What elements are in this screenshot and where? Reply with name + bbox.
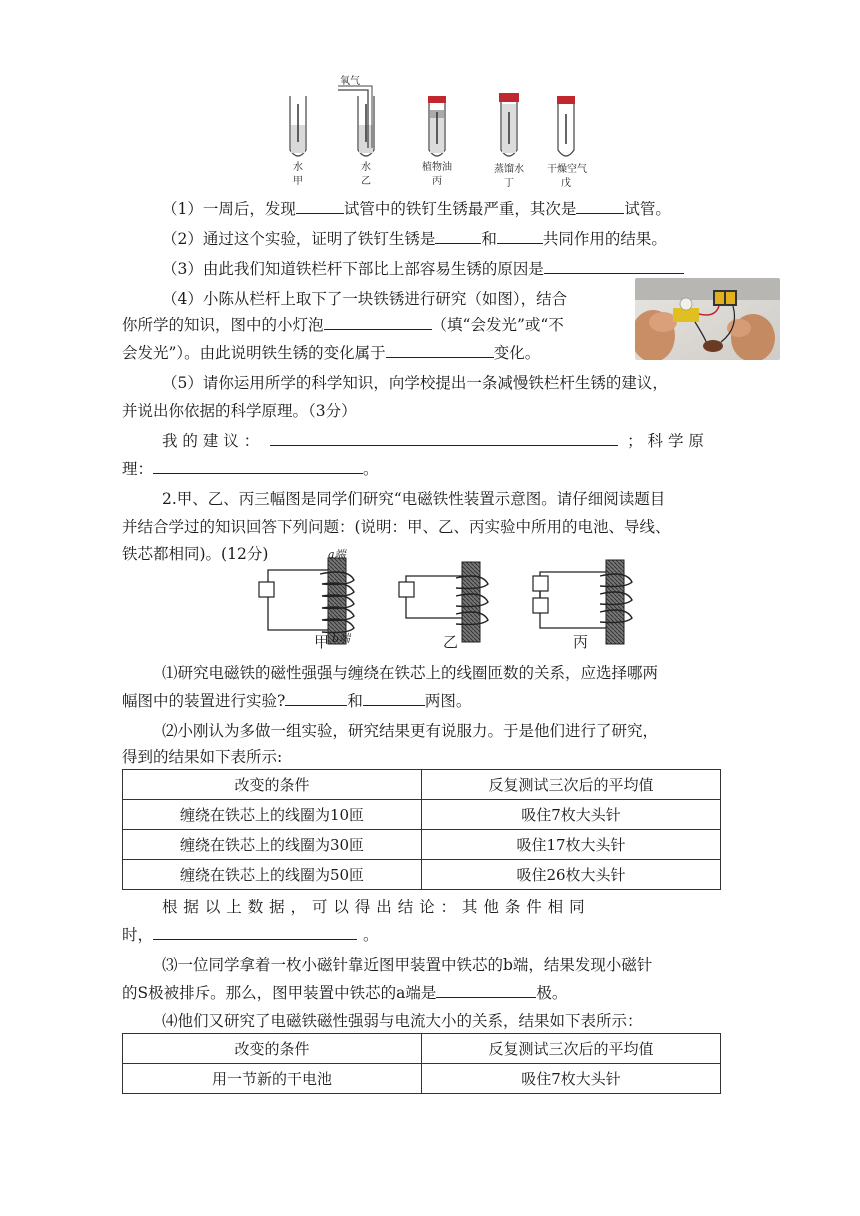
- tube-bing-top-label: 植物油: [422, 162, 452, 173]
- table-header-average: 反复测试三次后的平均值: [422, 1034, 721, 1064]
- q2-conclusion-line-1: 根 据 以 上 数 据 ， 可 以 得 出 结 论 ： 其 他 条 件 相 同: [162, 898, 586, 916]
- test-tube-figure: [280, 70, 610, 190]
- q2-p3-line-2: 的S极被排斥。那么，图甲装置中铁芯的a端是 极。: [122, 984, 568, 1002]
- q2-intro-3: 铁芯都相同)。(12分): [122, 545, 269, 563]
- q1-line-2: （2）通过这个实验，证明了铁钉生锈是 和 共同作用的结果。: [162, 230, 667, 248]
- figure-label-jia: 甲: [314, 633, 330, 651]
- q1-line-8: 并说出你依据的科学原理。（3分）: [122, 402, 357, 420]
- tube-yi: [338, 86, 374, 156]
- table-row: [123, 830, 721, 860]
- tube-jia: [290, 96, 306, 156]
- table-header-row: [123, 1034, 721, 1064]
- table-header-condition: 改变的条件: [123, 770, 422, 800]
- q1-blank-factor-1: [435, 229, 481, 244]
- tube-yi-top-label: 水: [361, 162, 371, 173]
- q1-blank-suggestion: [270, 431, 618, 446]
- q1-blank-change-type: [386, 343, 494, 358]
- q1-line-7: （5）请你运用所学的科学知识，向学校提出一条减慢铁栏杆生锈的建议，: [162, 374, 668, 392]
- table-row: [123, 860, 721, 890]
- q2-p1-line-2: 幅图中的装置进行实验? 和 两图。: [122, 692, 472, 710]
- figure-label-yi: 乙: [443, 633, 459, 651]
- q1-blank-most-rusted: [296, 199, 344, 214]
- electromagnet-yi: [399, 562, 488, 642]
- table-cell: 用一节新的干电池: [123, 1064, 422, 1094]
- table-cell: 缠绕在铁芯上的线圈为10匝: [123, 800, 422, 830]
- rust-circuit-photo-drawing: [635, 278, 780, 360]
- q2-intro-1: 2.甲、乙、丙三幅图是同学们研究“电磁铁性装置示意图。请仔细阅读题目: [162, 490, 666, 508]
- table-cell: 吸住17枚大头针: [422, 830, 721, 860]
- q1-blank-bulb: [324, 315, 432, 330]
- q2-intro-2: 并结合学过的知识回答下列问题：(说明：甲、乙、丙实验中所用的电池、导线、: [122, 518, 671, 536]
- q2-p2-line-1: ⑵小刚认为多做一组实验，研究结果更有说服力。于是他们进行了研究，: [162, 722, 659, 740]
- coil-turns-table: [122, 769, 721, 890]
- q1-blank-second-rusted: [576, 199, 624, 214]
- table-row: [123, 800, 721, 830]
- tube-jia-bottom-label: 甲: [293, 176, 303, 187]
- table-cell: 缠绕在铁芯上的线圈为30匝: [123, 830, 422, 860]
- tube-wu-top-label: 干燥空气: [547, 164, 587, 175]
- q1-line-9: 我 的 建 议 ： ； 科 学 原: [162, 432, 704, 450]
- q1-line-5: 你所学的知识，图中的小灯泡 （填“会发光”或“不: [122, 316, 564, 334]
- tube-jia-top-label: 水: [293, 162, 303, 173]
- q2-p1-line-1: ⑴研究电磁铁的磁性强强与缠绕在铁芯上的线圈匝数的关系，应选择哪两: [162, 664, 659, 682]
- table-cell: 吸住26枚大头针: [422, 860, 721, 890]
- q1-line-3: （3）由此我们知道铁栏杆下部比上部容易生锈的原因是: [162, 258, 684, 280]
- q1-line-1: （1）一周后，发现 试管中的铁钉生锈最严重，其次是 试管。: [162, 200, 671, 218]
- q2-blank-conclusion: [153, 925, 357, 940]
- tube-bing: [428, 96, 446, 156]
- tube-ding-top-label: 蒸馏水: [494, 164, 524, 175]
- tube-yi-bottom-label: 乙: [361, 176, 371, 187]
- tube-ding: [499, 93, 519, 156]
- tube-ding-bottom-label: 丁: [504, 178, 514, 189]
- a-end-label: a端: [328, 548, 346, 561]
- q2-blank-figure-1: [285, 691, 347, 706]
- current-table: [122, 1033, 721, 1094]
- q2-p2-line-2: 得到的结果如下表所示:: [122, 748, 283, 766]
- q2-p3-line-1: ⑶一位同学拿着一枚小磁针靠近图甲装置中铁芯的b端，结果发现小磁针: [162, 956, 653, 974]
- oxygen-label: 氧气: [340, 76, 360, 87]
- q1-blank-reason: [544, 259, 684, 274]
- q2-blank-pole: [436, 983, 536, 998]
- table-header-row: [123, 770, 721, 800]
- tube-wu-bottom-label: 戊: [561, 178, 571, 189]
- table-header-average: 反复测试三次后的平均值: [422, 770, 721, 800]
- q1-blank-factor-2: [497, 229, 543, 244]
- table-row: [123, 1064, 721, 1094]
- tube-wu: [557, 96, 575, 156]
- table-cell: 缠绕在铁芯上的线圈为50匝: [123, 860, 422, 890]
- b-end-label: b端: [332, 632, 351, 645]
- figure-label-bing: 丙: [573, 633, 589, 651]
- q1-line-10: 理： 。: [122, 460, 379, 478]
- tube-bing-bottom-label: 丙: [432, 176, 442, 187]
- q1-blank-principle: [153, 459, 363, 474]
- q2-p4-line: ⑷他们又研究了电磁铁磁性强弱与电流大小的关系，结果如下表所示：: [162, 1012, 643, 1030]
- q2-blank-figure-2: [363, 691, 425, 706]
- q1-line-4: （4）小陈从栏杆上取下了一块铁锈进行研究（如图），结合: [162, 290, 568, 308]
- table-header-condition: 改变的条件: [123, 1034, 422, 1064]
- table-cell: 吸住7枚大头针: [422, 1064, 721, 1094]
- q1-line-6: 会发光”）。由此说明铁生锈的变化属于 变化。: [122, 344, 541, 362]
- rust-circuit-photo: [635, 278, 780, 360]
- table-cell: 吸住7枚大头针: [422, 800, 721, 830]
- q2-conclusion-line-2: 时， 。: [122, 926, 379, 944]
